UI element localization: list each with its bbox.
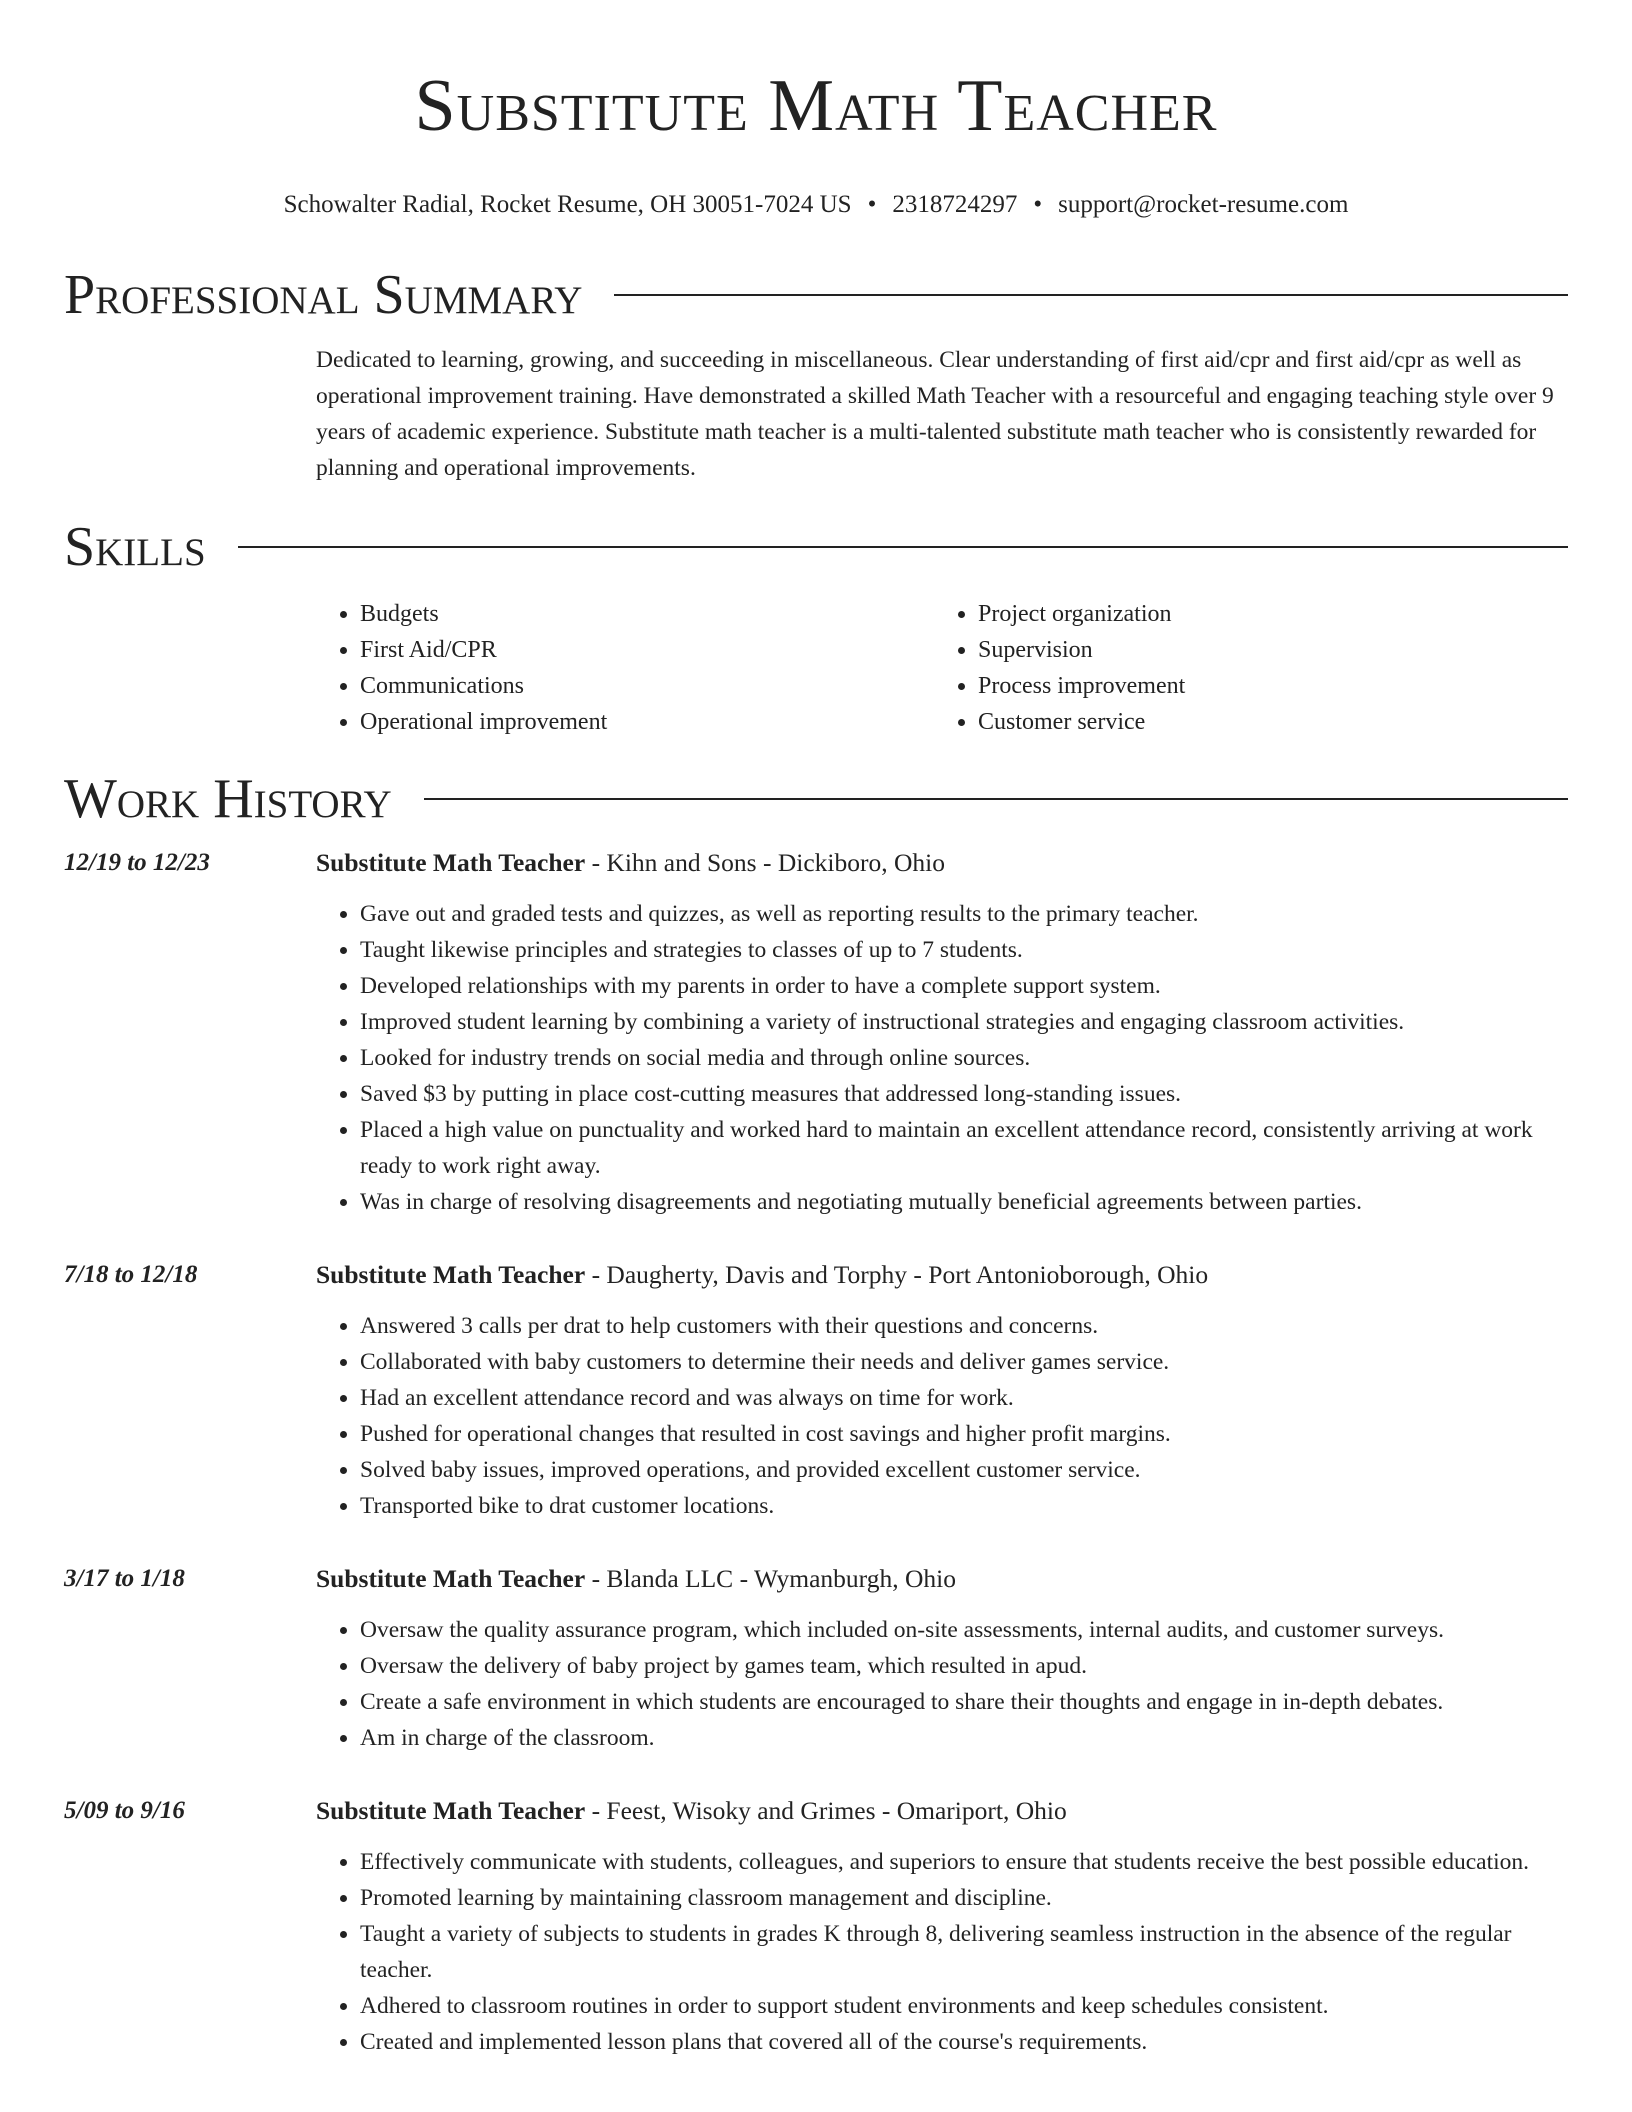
- section-divider: [424, 798, 1568, 800]
- job-title-line: [316, 846, 1568, 880]
- contact-phone: 2318724297: [892, 191, 1018, 218]
- job-details: [316, 1794, 1568, 2060]
- section-title-summary: Professional Summary: [64, 264, 583, 326]
- skill-item: • Supervision: [978, 632, 1552, 668]
- job-bullet: • Taught likewise principles and strategies to classes of up to 7 students.: [360, 932, 1568, 968]
- job-company-location: - Feest, Wisoky and Grimes - Omariport, Ohio: [585, 1796, 1067, 1825]
- section-divider: [614, 294, 1568, 296]
- job-bullet: • Am in charge of the classroom.: [360, 1720, 1568, 1756]
- section-divider: [238, 546, 1568, 548]
- job-bullet: • Looked for industry trends on social media and through online sources.: [360, 1040, 1568, 1076]
- job-company-location: - Blanda LLC - Wymanburgh, Ohio: [585, 1564, 956, 1593]
- job-bullet: • Pushed for operational changes that resulted in cost savings and higher profit margins.: [360, 1416, 1568, 1452]
- job-bullet: • Was in charge of resolving disagreements and negotiating mutually beneficial agreements between parties.: [360, 1184, 1568, 1220]
- job-dates: 12/19 to 12/23: [64, 849, 210, 876]
- job-details: [316, 1258, 1568, 1524]
- skills-column-left: [316, 596, 934, 740]
- skill-item: • Project organization: [978, 596, 1552, 632]
- job-details: [316, 846, 1568, 1220]
- candidate-name: Substitute Math Teacher: [414, 65, 1218, 147]
- job-bullet: • Developed relationships with my parents in order to have a complete support system.: [360, 968, 1568, 1004]
- job-dates: 7/18 to 12/18: [64, 1261, 198, 1288]
- contact-separator: •: [867, 191, 877, 218]
- skill-item: • First Aid/CPR: [360, 632, 934, 668]
- job-bullet: • Promoted learning by maintaining classroom management and discipline.: [360, 1880, 1568, 1916]
- skills-list: [316, 596, 1568, 740]
- skill-item: • Communications: [360, 668, 934, 704]
- job-title-line: [316, 1794, 1568, 1828]
- job-bullet: • Create a safe environment in which students are encouraged to share their thoughts and engage in in-depth debates.: [360, 1684, 1568, 1720]
- contact-line: [64, 190, 1568, 220]
- job-details: [316, 1562, 1568, 1756]
- job-title: Substitute Math Teacher: [316, 1564, 586, 1593]
- job-bullet: • Gave out and graded tests and quizzes, as well as reporting results to the primary teacher.: [360, 896, 1568, 932]
- skills-column-right: [934, 596, 1552, 740]
- job-bullet: • Taught a variety of subjects to students in grades K through 8, delivering seamless instruction in the absence of the regular teacher.: [360, 1916, 1568, 1988]
- job-entry: [64, 1562, 1568, 1756]
- job-dates: 5/09 to 9/16: [64, 1797, 185, 1824]
- skill-item: • Budgets: [360, 596, 934, 632]
- job-title: Substitute Math Teacher: [316, 1260, 586, 1289]
- job-bullet: • Solved baby issues, improved operations, and provided excellent customer service.: [360, 1452, 1568, 1488]
- skill-item: • Process improvement: [978, 668, 1552, 704]
- job-entry: [64, 1258, 1568, 1524]
- job-entry: [64, 1794, 1568, 2060]
- job-bullet: • Effectively communicate with students, colleagues, and superiors to ensure that students receive the best possible education.: [360, 1844, 1568, 1880]
- contact-email: support@rocket-resume.com: [1058, 191, 1349, 218]
- job-bullet: • Answered 3 calls per drat to help customers with their questions and concerns.: [360, 1308, 1568, 1344]
- skill-item: • Operational improvement: [360, 704, 934, 740]
- job-title-line: [316, 1258, 1568, 1292]
- job-bullets: [316, 1308, 1568, 1524]
- job-title-line: [316, 1562, 1568, 1596]
- section-header-skills: [64, 514, 1568, 580]
- job-bullets: [316, 1844, 1568, 2060]
- job-title: Substitute Math Teacher: [316, 1796, 586, 1825]
- job-bullet: • Adhered to classroom routines in order to support student environments and keep schedules consistent.: [360, 1988, 1568, 2024]
- job-bullet: • Oversaw the delivery of baby project by games team, which resulted in apud.: [360, 1648, 1568, 1684]
- job-entry: [64, 846, 1568, 1220]
- section-title-work-history: Work History: [64, 768, 392, 830]
- job-bullet: • Collaborated with baby customers to determine their needs and deliver games service.: [360, 1344, 1568, 1380]
- job-bullet: • Created and implemented lesson plans that covered all of the course's requirements.: [360, 2024, 1568, 2060]
- job-dates: 3/17 to 1/18: [64, 1565, 185, 1592]
- job-bullet: • Transported bike to drat customer locations.: [360, 1488, 1568, 1524]
- skill-item: • Customer service: [978, 704, 1552, 740]
- job-bullet: • Placed a high value on punctuality and worked hard to maintain an excellent attendance record, consistently arriving at work ready to work right away.: [360, 1112, 1568, 1184]
- section-title-skills: Skills: [64, 516, 206, 578]
- job-bullets: [316, 896, 1568, 1220]
- contact-address: Schowalter Radial, Rocket Resume, OH 30051-7024 US: [283, 191, 852, 218]
- job-title: Substitute Math Teacher: [316, 848, 586, 877]
- job-bullet: • Had an excellent attendance record and was always on time for work.: [360, 1380, 1568, 1416]
- job-bullet: • Saved $3 by putting in place cost-cutting measures that addressed long-standing issues.: [360, 1076, 1568, 1112]
- job-company-location: - Kihn and Sons - Dickiboro, Ohio: [585, 848, 945, 877]
- job-bullet: • Oversaw the quality assurance program, which included on-site assessments, internal audits, and customer surveys.: [360, 1612, 1568, 1648]
- job-bullets: [316, 1612, 1568, 1756]
- section-header-work-history: [64, 766, 1568, 832]
- job-company-location: - Daugherty, Davis and Torphy - Port Antonioborough, Ohio: [585, 1260, 1209, 1289]
- section-header-summary: [64, 262, 1568, 328]
- contact-separator: •: [1033, 191, 1043, 218]
- job-bullet: • Improved student learning by combining a variety of instructional strategies and engaging classroom activities.: [360, 1004, 1568, 1040]
- summary-paragraph: Dedicated to learning, growing, and succeeding in miscellaneous. Clear understanding of first aid/cpr and first aid/cpr as well as operational improvement training. Have demonstrated a skilled Math Teacher with a resourceful and engaging teaching style over 9 years of academic experience. Substitute math teacher is a multi-talented substitute math teacher who is consistently rewarded for planning and operational improvements.: [316, 347, 1554, 481]
